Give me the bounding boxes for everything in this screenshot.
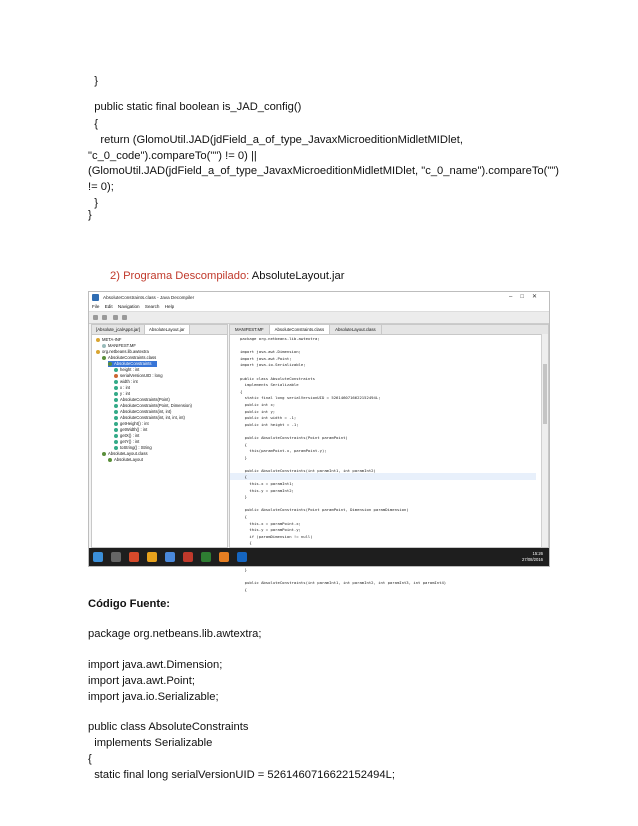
menubar	[89, 303, 549, 312]
tree-item[interactable]: AbsoluteConstraints.class	[102, 355, 156, 361]
ide-code-line	[240, 428, 446, 435]
section-number: 2)	[110, 270, 120, 282]
decompiler-screenshot	[88, 291, 550, 592]
tree-item[interactable]: AbsoluteLayout	[108, 457, 143, 463]
tree-item[interactable]: getX() : int	[114, 433, 139, 439]
code-line: "c_0_code").compareTo("") != 0) ||	[88, 150, 257, 162]
menu-edit[interactable]: Edit	[104, 304, 113, 309]
editor-scrollbar[interactable]	[541, 334, 548, 547]
app-icon[interactable]	[183, 552, 193, 562]
tab-absolute-layout[interactable]: AbsoluteLayout.class	[330, 325, 382, 334]
ide-code-line: if (paramDimension != null)	[240, 533, 313, 539]
code-line: }	[88, 197, 98, 209]
code-line: implements Serializable	[88, 737, 213, 749]
tab-manifest[interactable]: MANIFEST.MF	[230, 325, 270, 334]
tree-item[interactable]: height : int	[114, 367, 139, 373]
explorer-icon[interactable]	[147, 552, 157, 562]
ide-code-line: this(paramPoint.x, paramPoint.y);	[240, 448, 327, 454]
ide-code-line: public int height = -1;	[240, 421, 299, 427]
code-line: }	[88, 209, 92, 221]
window-title: AbsoluteConstraints.class - Java Decompiler	[103, 295, 195, 300]
tree-item[interactable]: getY() : int	[114, 439, 139, 445]
windows-taskbar	[89, 548, 549, 566]
menu-search[interactable]: Search	[144, 304, 160, 309]
codigo-fuente-heading: Código Fuente:	[88, 598, 171, 610]
open-icon[interactable]	[93, 315, 98, 320]
ide-code-line: {	[240, 586, 248, 592]
tree-item[interactable]: width : int	[114, 379, 138, 385]
ide-code-line	[240, 573, 446, 580]
code-line: return (GlomoUtil.JAD(jdField_a_of_type_JavaxMicroeditionMidletMIDlet,	[88, 134, 463, 146]
tree-item[interactable]: AbsoluteLayout.class	[102, 451, 148, 457]
code-line: static final long serialVersionUID = 5261460716622152494L;	[88, 769, 395, 781]
tree-item[interactable]: getHeight() : int	[114, 421, 149, 427]
word-icon[interactable]	[237, 552, 247, 562]
menu-file[interactable]: File	[92, 304, 100, 309]
save-icon[interactable]	[102, 315, 107, 320]
code-line: import java.awt.Point;	[88, 675, 195, 687]
taskbar-clock[interactable]: 15:26 27/08/2016	[522, 551, 543, 562]
ide-code-line	[240, 501, 446, 508]
ide-code-line: import java.io.Serializable;	[240, 362, 306, 368]
package-explorer	[91, 324, 228, 548]
ide-code-line: this.x = paramInt1;	[240, 481, 294, 487]
ide-code-line: public int width = -1;	[240, 415, 297, 421]
section-label: Programa Descompilado:	[123, 270, 250, 282]
ide-code-line	[240, 461, 446, 468]
tree-item-selected[interactable]: AbsoluteConstraints	[108, 361, 157, 367]
ide-code-line: public AbsoluteConstraints(int paramInt1, int paramInt2, int paramInt3, int paramInt4)	[240, 579, 447, 585]
forward-icon[interactable]	[122, 315, 127, 320]
ide-code-line: import java.awt.Dimension;	[240, 349, 301, 355]
tree-item[interactable]: META-INF	[96, 337, 121, 343]
code-line: {	[88, 753, 92, 765]
tree-item[interactable]: AbsoluteConstraints(int, int)	[114, 409, 171, 415]
app-icon	[92, 294, 99, 301]
ide-code-line: public AbsoluteConstraints(Point paramPoint, Dimension paramDimension)	[240, 507, 409, 513]
tree-item[interactable]: getWidth() : int	[114, 427, 147, 433]
ide-code-line: }	[240, 566, 248, 572]
tree-item[interactable]: org.netbeans.lib.awtextra	[96, 349, 149, 355]
ide-code-line: {	[240, 388, 243, 394]
toolbar	[89, 312, 549, 324]
ide-code-line: }	[240, 454, 248, 460]
left-tabs	[92, 325, 227, 335]
ide-code-line: {	[240, 514, 248, 520]
ide-code-line: import java.awt.Point;	[240, 355, 292, 361]
ide-code-line: this.y = paramInt2;	[240, 487, 294, 493]
ide-code-line: public AbsoluteConstraints(Point paramPoint)	[240, 434, 348, 440]
section-heading	[110, 270, 344, 282]
scroll-thumb[interactable]	[543, 364, 547, 424]
ide-code-line	[240, 369, 446, 376]
tab-jar-2[interactable]: AbsoluteLayout.jar	[145, 325, 190, 334]
ide-code-line: public int y;	[240, 408, 276, 414]
ide-code-line: this.y = paramPoint.y;	[240, 527, 301, 533]
ide-code-line: public class AbsoluteConstraints	[240, 375, 315, 381]
tree-item[interactable]: AbsoluteConstraints(Point)	[114, 397, 170, 403]
ide-code-line: {	[240, 474, 248, 480]
code-line: != 0);	[88, 181, 114, 193]
ide-code-line: package org.netbeans.lib.awtextra;	[240, 336, 320, 341]
search-icon[interactable]	[111, 552, 121, 562]
ide-code-line: static final long serialVersionUID = 5261460716622152494L;	[240, 395, 381, 401]
ide-code-line: implements Serializable	[240, 382, 299, 388]
ide-code-line: }	[240, 494, 248, 500]
tree-item[interactable]: MANIFEST.MF	[102, 343, 136, 349]
code-line: public static final boolean is_JAD_config()	[88, 101, 302, 113]
editor-tabs	[230, 325, 548, 335]
tab-absolute-constraints[interactable]: AbsoluteConstraints.class	[270, 325, 330, 334]
app-icon[interactable]	[165, 552, 175, 562]
code-line: package org.netbeans.lib.awtextra;	[88, 628, 262, 640]
code-line: public class AbsoluteConstraints	[88, 721, 249, 733]
tree-item[interactable]: toString() : String	[114, 445, 152, 451]
ide-code-line: this.x = paramPoint.x;	[240, 520, 301, 526]
code-line: {	[88, 118, 98, 130]
tree-item[interactable]: y : int	[114, 391, 130, 397]
code-line: import java.io.Serializable;	[88, 691, 219, 703]
code-line: import java.awt.Dimension;	[88, 659, 223, 671]
menu-navigation[interactable]: Navigation	[117, 304, 140, 309]
back-icon[interactable]	[113, 315, 118, 320]
tree-item[interactable]: AbsoluteConstraints(int, int, int, int)	[114, 415, 185, 421]
app-icon[interactable]	[201, 552, 211, 562]
window-titlebar	[89, 292, 549, 303]
tab-jar-1[interactable]: [Absolute_jcalApp4.jar]	[92, 325, 145, 334]
opera-icon[interactable]	[129, 552, 139, 562]
code-line: (GlomoUtil.JAD(jdField_a_of_type_JavaxMicroeditionMidletMIDlet, "c_0_name").compareTo("")	[88, 165, 560, 177]
code-line: }	[88, 75, 98, 87]
tree-item[interactable]: serialVersionUID : long	[114, 373, 163, 379]
window-controls[interactable]: –□✕	[509, 294, 545, 300]
menu-help[interactable]: Help	[164, 304, 175, 309]
tree-item[interactable]: AbsoluteConstraints(Point, Dimension)	[114, 403, 192, 409]
start-icon[interactable]	[93, 552, 103, 562]
ide-code-line	[240, 343, 446, 350]
ide-code-line: public AbsoluteConstraints(int paramInt1, int paramInt2)	[240, 467, 376, 473]
section-file: AbsoluteLayout.jar	[251, 270, 345, 282]
tree-item[interactable]: x : int	[114, 385, 130, 391]
ide-code-line: public int x;	[240, 401, 276, 407]
app-icon[interactable]	[219, 552, 229, 562]
ide-code-line: {	[240, 540, 252, 546]
ide-code-line: {	[240, 441, 248, 447]
